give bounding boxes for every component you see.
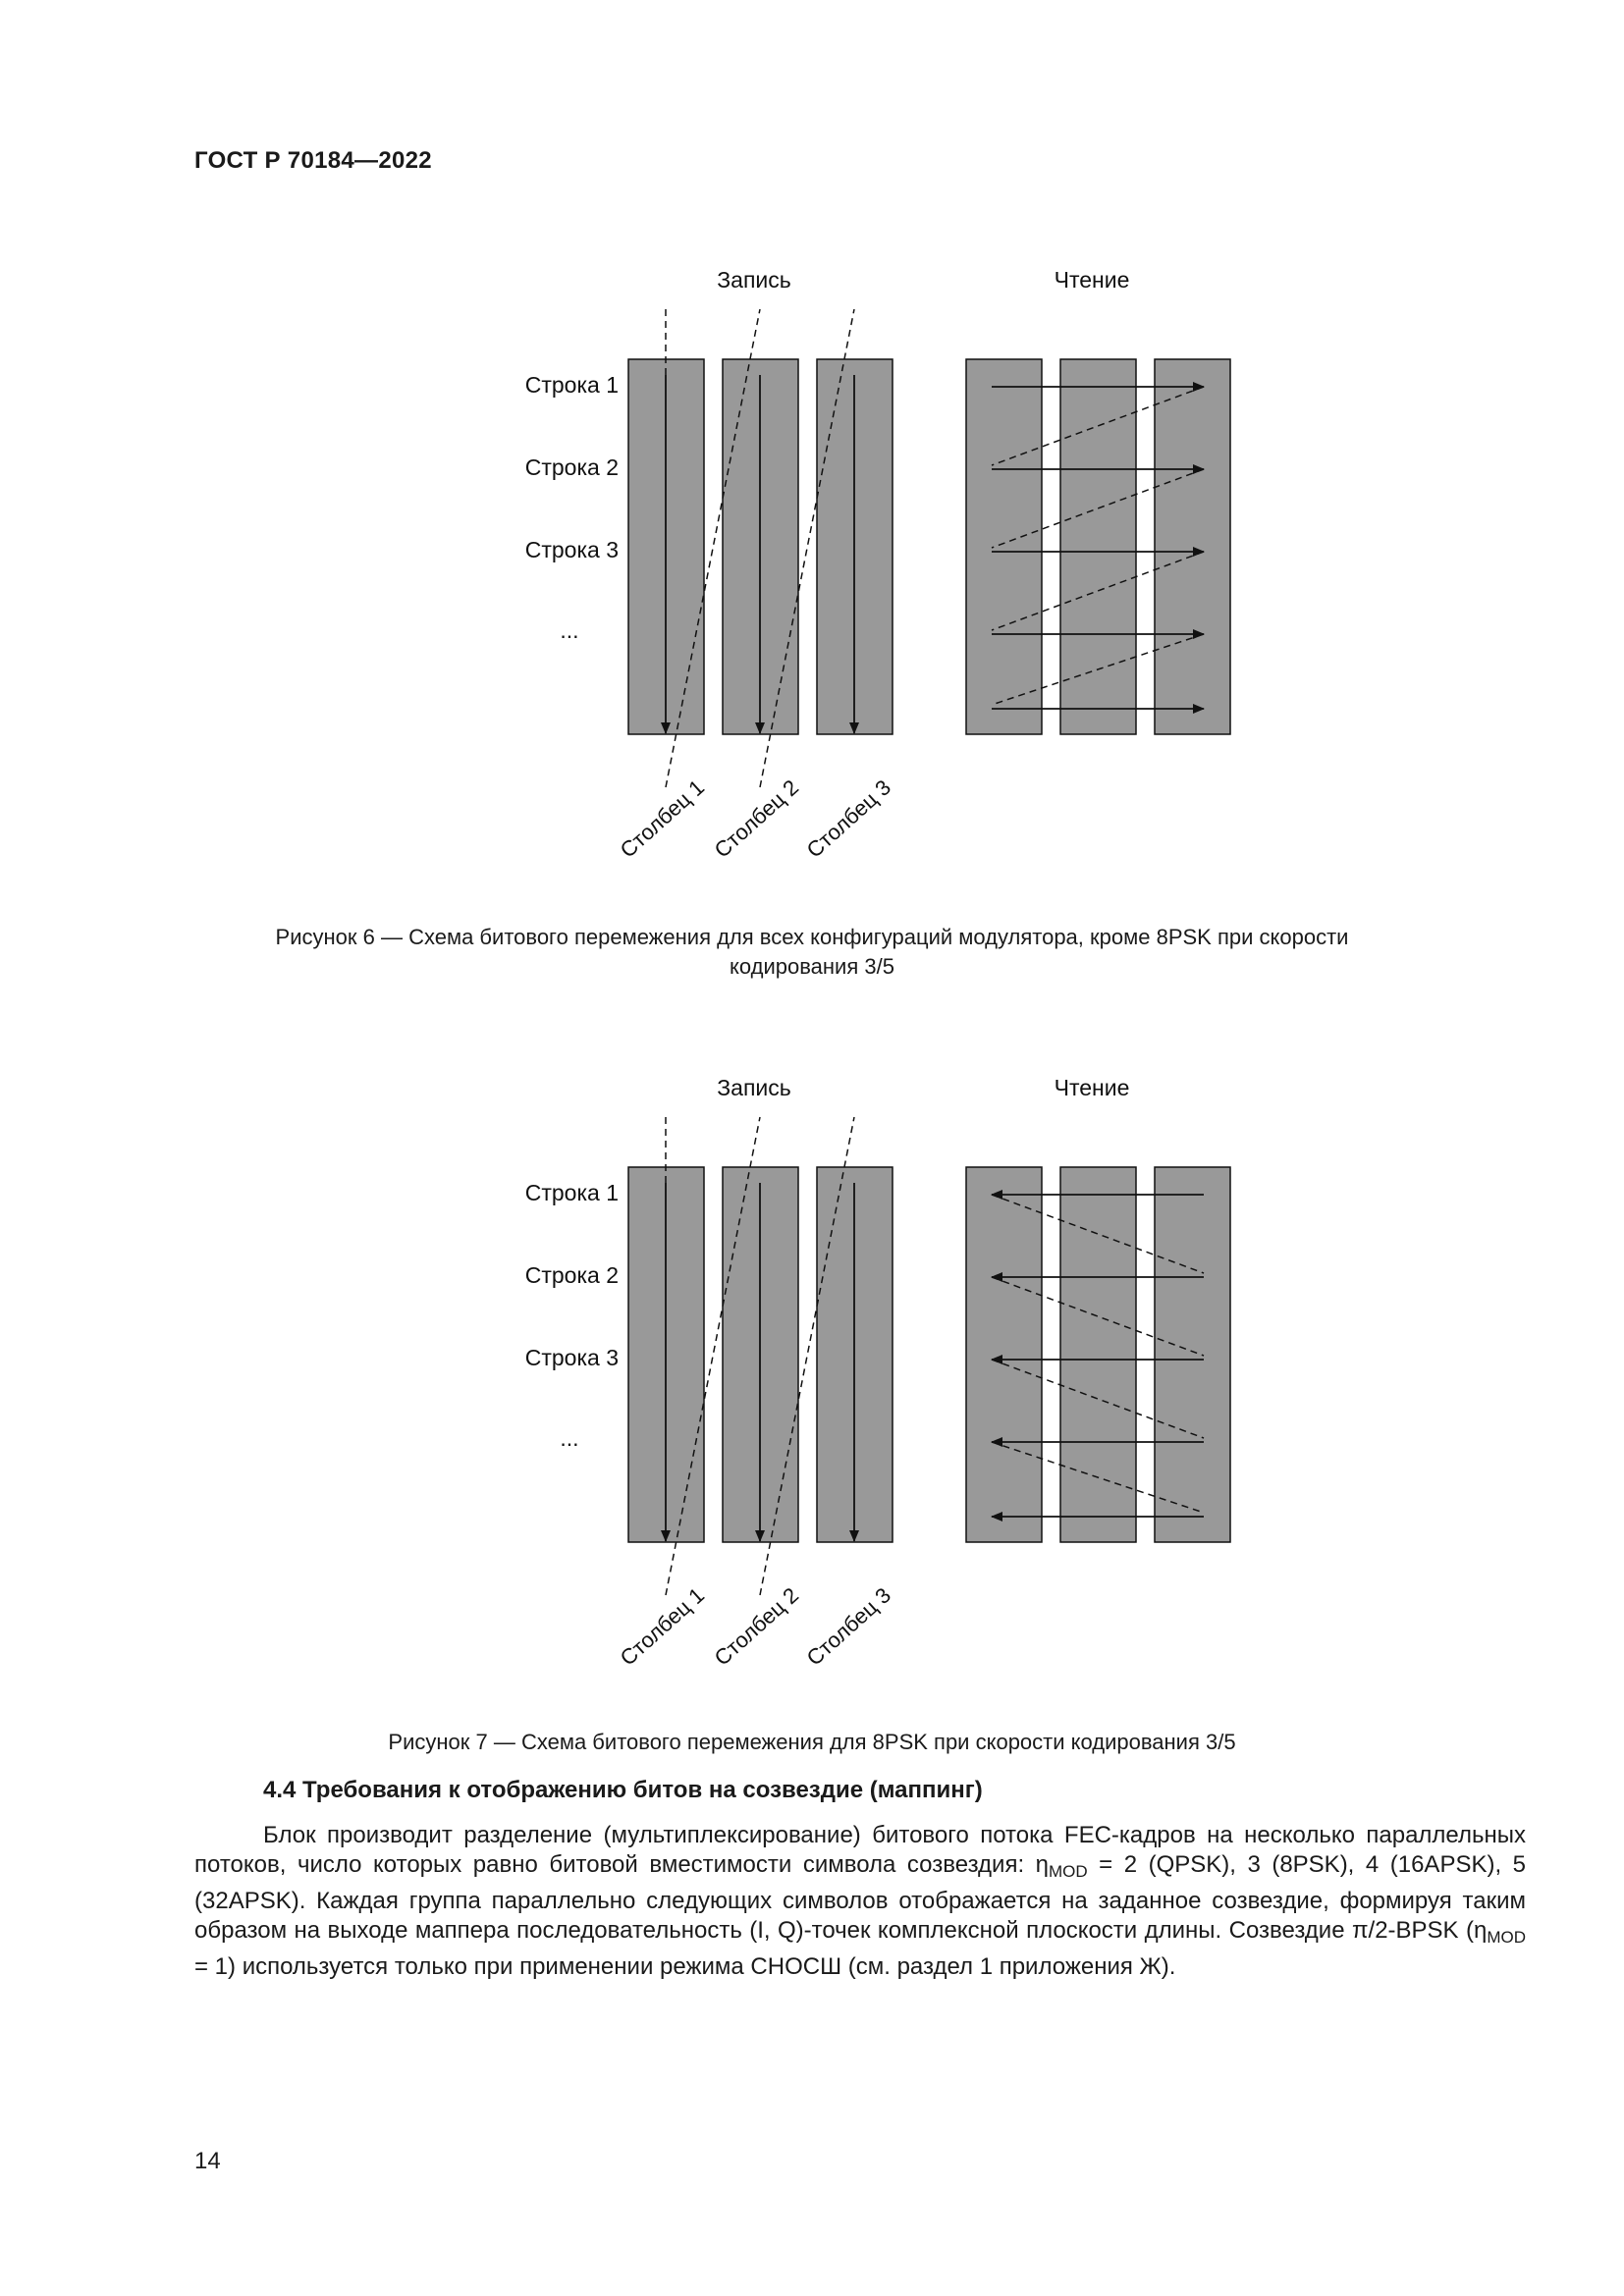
write-title: Запись [717,267,791,293]
column-label-1: Столбец 1 [615,1582,710,1671]
row-label-1: Строка 1 [524,1180,619,1205]
section-paragraph [194,1821,1526,1982]
read-title: Чтение [1054,267,1130,293]
figure-7-diagram [0,1053,1624,1691]
row-label-3: Строка 3 [524,537,619,562]
figure-6-caption-line-1: Рисунок 6 — Схема битового перемежения для всех конфигураций модулятора, кроме 8PSK при скорости [275,925,1349,949]
document-header: ГОСТ Р 70184—2022 [194,147,432,174]
read-title: Чтение [1054,1075,1130,1100]
row-label-2: Строка 2 [524,1262,619,1288]
paragraph-text-2: = 2 (QPSK), 3 (8PSK), 4 (16APSK), 5 (32APSK). Каждая группа параллельно следующих символов отображается на заданное созвездие, формируя таким образом на выходе маппера последовательность (I, Q)-точек комплексной плоскости длины. Созвездие π/2-BPSK (η [194,1851,1526,1944]
column-label-3: Столбец 3 [801,774,896,863]
figure-7 [0,1053,1624,1691]
read-column-1 [966,359,1042,734]
figure-6-caption-line-2: кодирования 3/5 [730,954,894,979]
read-column-2 [1060,1167,1136,1542]
section-title: 4.4 Требования к отображению битов на созвездие (маппинг) [263,1777,983,1803]
figure-6 [0,245,1624,883]
write-title: Запись [717,1075,791,1100]
read-column-3 [1155,1167,1230,1542]
paragraph-text-1: Блок производит разделение (мультиплексирование) битового потока FEC-кадров на несколько параллельных потоков, число которых равно битовой вместимости символа созвездия: η [194,1822,1526,1878]
page-number: 14 [194,2148,221,2174]
figure-6-caption [196,923,1428,982]
row-label-2: Строка 2 [524,454,619,480]
eta-subscript-1: MOD [1048,1862,1088,1881]
paragraph-text-3: = 1) используется только при применении режима СНОСШ (см. раздел 1 приложения Ж). [194,1953,1176,1980]
column-label-2: Столбец 2 [709,774,804,863]
row-label-3: Строка 3 [524,1345,619,1370]
figure-6-diagram [0,245,1624,883]
read-column-3 [1155,359,1230,734]
row-label-ellipsis: ... [560,1425,579,1451]
figure-7-caption: Рисунок 7 — Схема битового перемежения для 8PSK при скорости кодирования 3/5 [388,1730,1236,1754]
column-label-3: Столбец 3 [801,1582,896,1671]
read-column-1 [966,1167,1042,1542]
row-label-1: Строка 1 [524,372,619,398]
row-label-ellipsis: ... [560,617,579,643]
column-label-2: Столбец 2 [709,1582,804,1671]
eta-subscript-2: MOD [1487,1928,1526,1947]
column-label-1: Столбец 1 [615,774,710,863]
